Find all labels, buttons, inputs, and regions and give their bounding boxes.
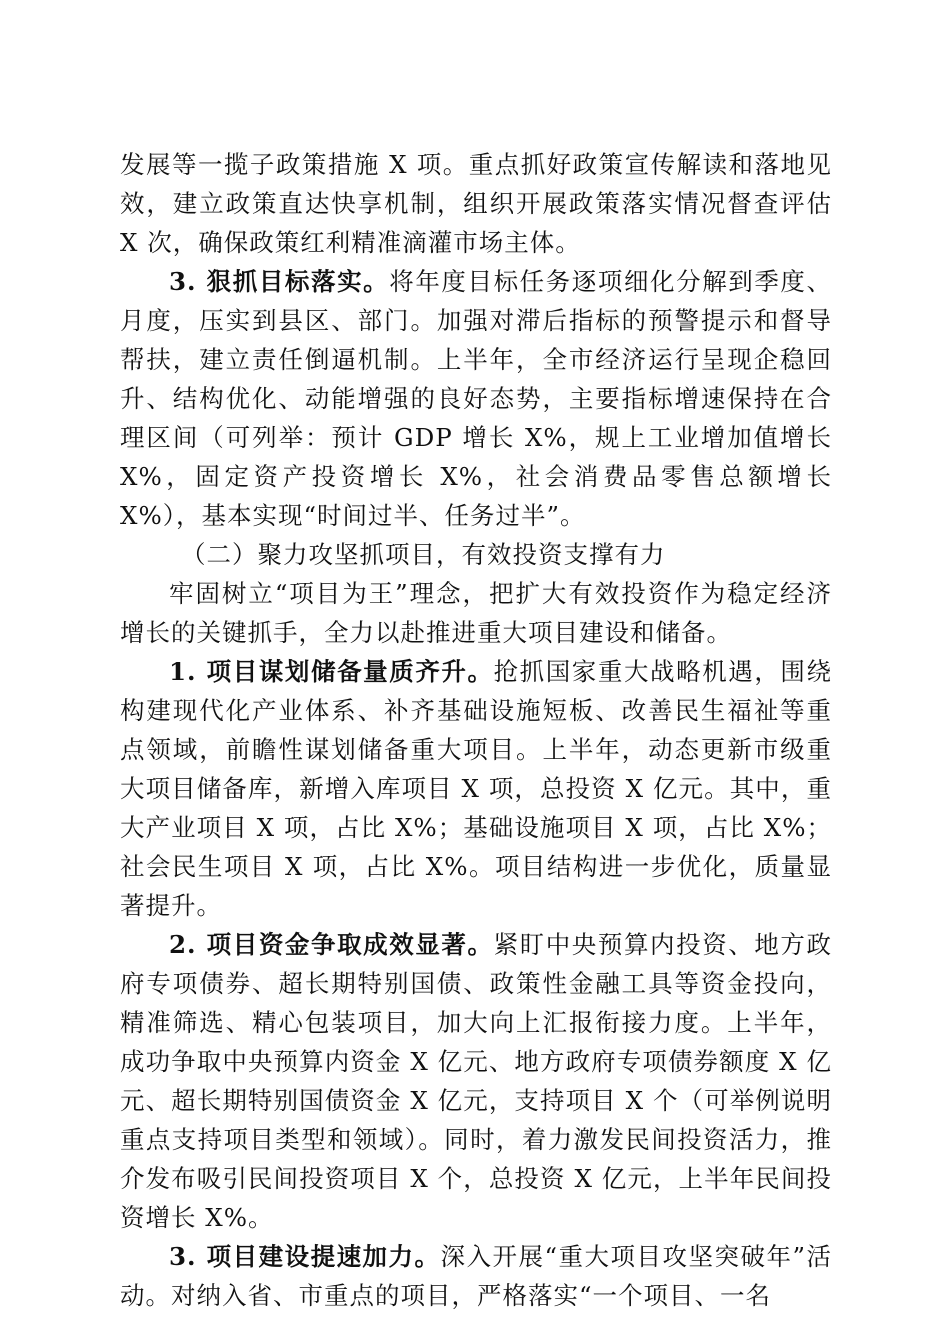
paragraph-projects-intro [120, 574, 832, 652]
document-body [120, 145, 832, 1315]
paragraph-project-funding [120, 925, 832, 1237]
heading-text: （二）聚力攻坚抓项目，有效投资支撑有力 [181, 540, 666, 569]
item-lead: 1. 项目谋划储备量质齐升。 [169, 657, 494, 686]
paragraph-policy-continuation [120, 145, 832, 262]
paragraph-text: 深入开展“重大项目攻坚突破年”活动。对纳入省、市重点的项目，严格落实“一个项目、一名 [120, 1242, 832, 1310]
item-lead: 3. 狠抓目标落实。 [169, 267, 390, 296]
paragraph-project-planning [120, 652, 832, 925]
paragraph-text: 将年度目标任务逐项细化分解到季度、月度，压实到县区、部门。加强对滞后指标的预警提示和督导帮扶，建立责任倒逼机制。上半年，全市经济运行呈现企稳回升、结构优化、动能增强的良好态势，主要指标增速保持在合理区间（可列举：预计 GDP 增长 X%，规上工业增加值增长 X%，固定资产投资增长 X%，社会消费品零售总额增长 X%），基本实现“时间过半、任务过半”。 [120, 267, 833, 530]
paragraph-text: 发展等一揽子政策措施 X 项。重点抓好政策宣传解读和落地见效，建立政策直达快享机制，组织开展政策落实情况督查评估 X 次，确保政策红利精准滴灌市场主体。 [120, 150, 832, 257]
paragraph-target-implementation [120, 262, 832, 535]
item-lead: 3. 项目建设提速加力。 [169, 1242, 441, 1271]
paragraph-text: 抢抓国家重大战略机遇，围绕构建现代化产业体系、补齐基础设施短板、改善民生福祉等重点领域，前瞻性谋划储备重大项目。上半年，动态更新市级重大项目储备库，新增入库项目 X 项，总投资 X 亿元。其中，重大产业项目 X 项，占比 X%；基础设施项目 X 项，占比 X%；社会民生项目 X 项，占比 X%。项目结构进一步优化，质量显著提升。 [120, 657, 833, 920]
paragraph-text: 紧盯中央预算内投资、地方政府专项债券、超长期特别国债、政策性金融工具等资金投向，精准筛选、精心包装项目，加大向上汇报衔接力度。上半年，成功争取中央预算内资金 X 亿元、地方政府专项债券额度 X 亿元、超长期特别国债资金 X 亿元，支持项目 X 个（可举例说明重点支持项目类型和领域）。同时，着力激发民间投资活力，推介发布吸引民间投资项目 X 个，总投资 X 亿元，上半年民间投资增长 X%。 [120, 930, 833, 1232]
item-lead: 2. 项目资金争取成效显著。 [169, 930, 494, 959]
section-heading-projects [120, 535, 832, 574]
paragraph-text: 牢固树立“项目为王”理念，把扩大有效投资作为稳定经济增长的关键抓手，全力以赴推进重大项目建设和储备。 [120, 579, 832, 647]
paragraph-project-construction [120, 1237, 832, 1315]
